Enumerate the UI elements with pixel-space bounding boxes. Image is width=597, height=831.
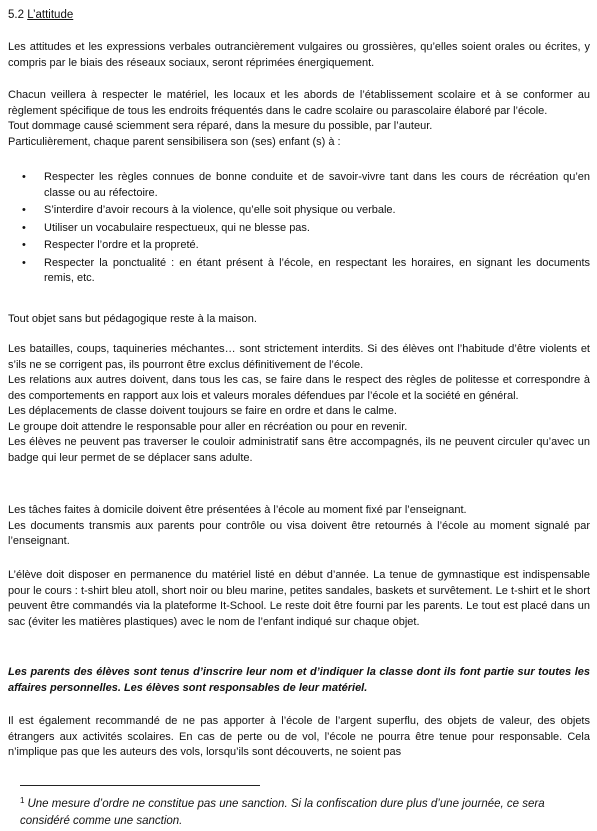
- bullet-icon: •: [22, 221, 26, 234]
- list-item: [8, 203, 590, 219]
- section-title: L’attitude: [27, 9, 74, 21]
- list-item-text: Utiliser un vocabulaire respectueux, qui ne blesse pas.: [44, 221, 310, 234]
- list-item-text: Respecter l’ordre et la propreté.: [44, 239, 199, 251]
- paragraph-objets: [8, 312, 590, 328]
- paragraph-line: Les documents transmis aux parents pour contrôle ou visa doivent être retournés à l’école au moment signalé par l’enseignant.: [8, 519, 590, 547]
- paragraph-line: Les batailles, coups, taquineries méchantes… sont strictement interdits. Si des élèves ont l’habitude d’être violents et s’ils ne se corrigent pas, ils pourront être exclus définitivement de l’école.: [8, 343, 590, 371]
- paragraph-text: Les parents des élèves sont tenus d’inscrire leur nom et d’indiquer la classe dont ils font partie sur toutes les affaires personnelles. Les élèves sont responsables de leur matériel.: [8, 666, 590, 694]
- paragraph-line: Chacun veillera à respecter le matériel, les locaux et les abords de l’établissement scolaire et à se conformer au règlement spécifique de tous les endroits fréquentés dans le cadre scolaire ou parascolaire élaboré par l’école.: [8, 89, 590, 117]
- bullet-icon: •: [22, 256, 26, 269]
- paragraph-argent: [8, 714, 590, 761]
- footnote: [20, 792, 592, 830]
- paragraph-line: Les élèves ne peuvent pas traverser le couloir administratif sans être accompagnés, ils ne peuvent circuler qu’avec un badge qui leur permet de se déplacer sans adulte.: [8, 436, 590, 464]
- section-heading: [8, 8, 73, 24]
- paragraph-text: L’élève doit disposer en permanence du matériel listé en début d’année. La tenue de gymnastique est indispensable pour le cours : t-shirt bleu atoll, short noir ou bleu marine, petites sandales, baskets et survêtement. Le t-shirt et le short peuvent être commandés via la plateforme It-School. Le reste doit être fourni par les parents. Le tout est placé dans un sac (éviter les matières plastiques) avec le nom de l’enfant indiqué sur chaque objet.: [8, 569, 590, 628]
- footnote-separator: [20, 785, 260, 786]
- list-item-text: Respecter la ponctualité : en étant présent à l’école, en respectant les horaires, en signant les documents remis, etc.: [44, 256, 590, 284]
- footnote-text: Une mesure d’ordre ne constitue pas une sanction. Si la confiscation dure plus d’une journée, ce sera considéré comme une sanction.: [20, 798, 545, 827]
- bullet-icon: •: [22, 204, 26, 216]
- list-item: [8, 221, 590, 237]
- paragraph-comportement: [8, 342, 590, 466]
- list-item: [8, 170, 590, 201]
- paragraph-line: Particulièrement, chaque parent sensibilisera son (ses) enfant (s) à :: [8, 135, 341, 148]
- paragraph-materiel: [8, 568, 590, 630]
- section-number: 5.2: [8, 9, 24, 21]
- paragraph-taches: [8, 503, 590, 550]
- list-item: [8, 256, 590, 287]
- paragraph-line: Les relations aux autres doivent, dans tous les cas, se faire dans le respect des règles de politesse et correspondre à des comportements en rapport aux lois et valeurs morales défendues par l’école et la société en général.: [8, 374, 590, 402]
- paragraph-text: Il est également recommandé de ne pas apporter à l’école de l’argent superflu, des objets de valeur, des objets étrangers aux activités scolaires. En cas de perte ou de vol, l’école ne pourra être tenue pour responsable. Cela n’implique pas que les auteurs des vols, lorsqu’ils sont découverts, ne soient pas: [8, 715, 590, 758]
- bullet-list: [8, 170, 590, 289]
- paragraph-line: Tout dommage causé sciemment sera réparé, dans la mesure du possible, par l’auteur.: [8, 120, 433, 132]
- bullet-icon: •: [22, 239, 26, 251]
- paragraph-vulgarity: [8, 40, 590, 71]
- paragraph-line: Le groupe doit attendre le responsable pour aller en récréation ou pour en revenir.: [8, 420, 408, 433]
- paragraph-text: Les attitudes et les expressions verbales outrancièrement vulgaires ou grossières, qu’elles soient orales ou écrites, y compris par le biais des réseaux sociaux, seront réprimées énergiquement.: [8, 41, 590, 69]
- paragraph-inscription: [8, 665, 590, 696]
- footnote-marker: 1: [20, 796, 25, 805]
- bullet-icon: •: [22, 171, 26, 183]
- paragraph-line: Les tâches faites à domicile doivent être présentées à l’école au moment fixé par l’enseignant.: [8, 504, 467, 516]
- paragraph-text: Tout objet sans but pédagogique reste à la maison.: [8, 313, 257, 325]
- list-item: [8, 238, 590, 254]
- list-item-text: Respecter les règles connues de bonne conduite et de savoir-vivre tant dans les cours de récréation qu’en classe ou au réfectoire.: [44, 171, 590, 199]
- paragraph-respect-materiel: [8, 88, 590, 150]
- list-item-text: S’interdire d’avoir recours à la violence, qu’elle soit physique ou verbale.: [44, 204, 396, 216]
- paragraph-line: Les déplacements de classe doivent toujours se faire en ordre et dans le calme.: [8, 405, 397, 417]
